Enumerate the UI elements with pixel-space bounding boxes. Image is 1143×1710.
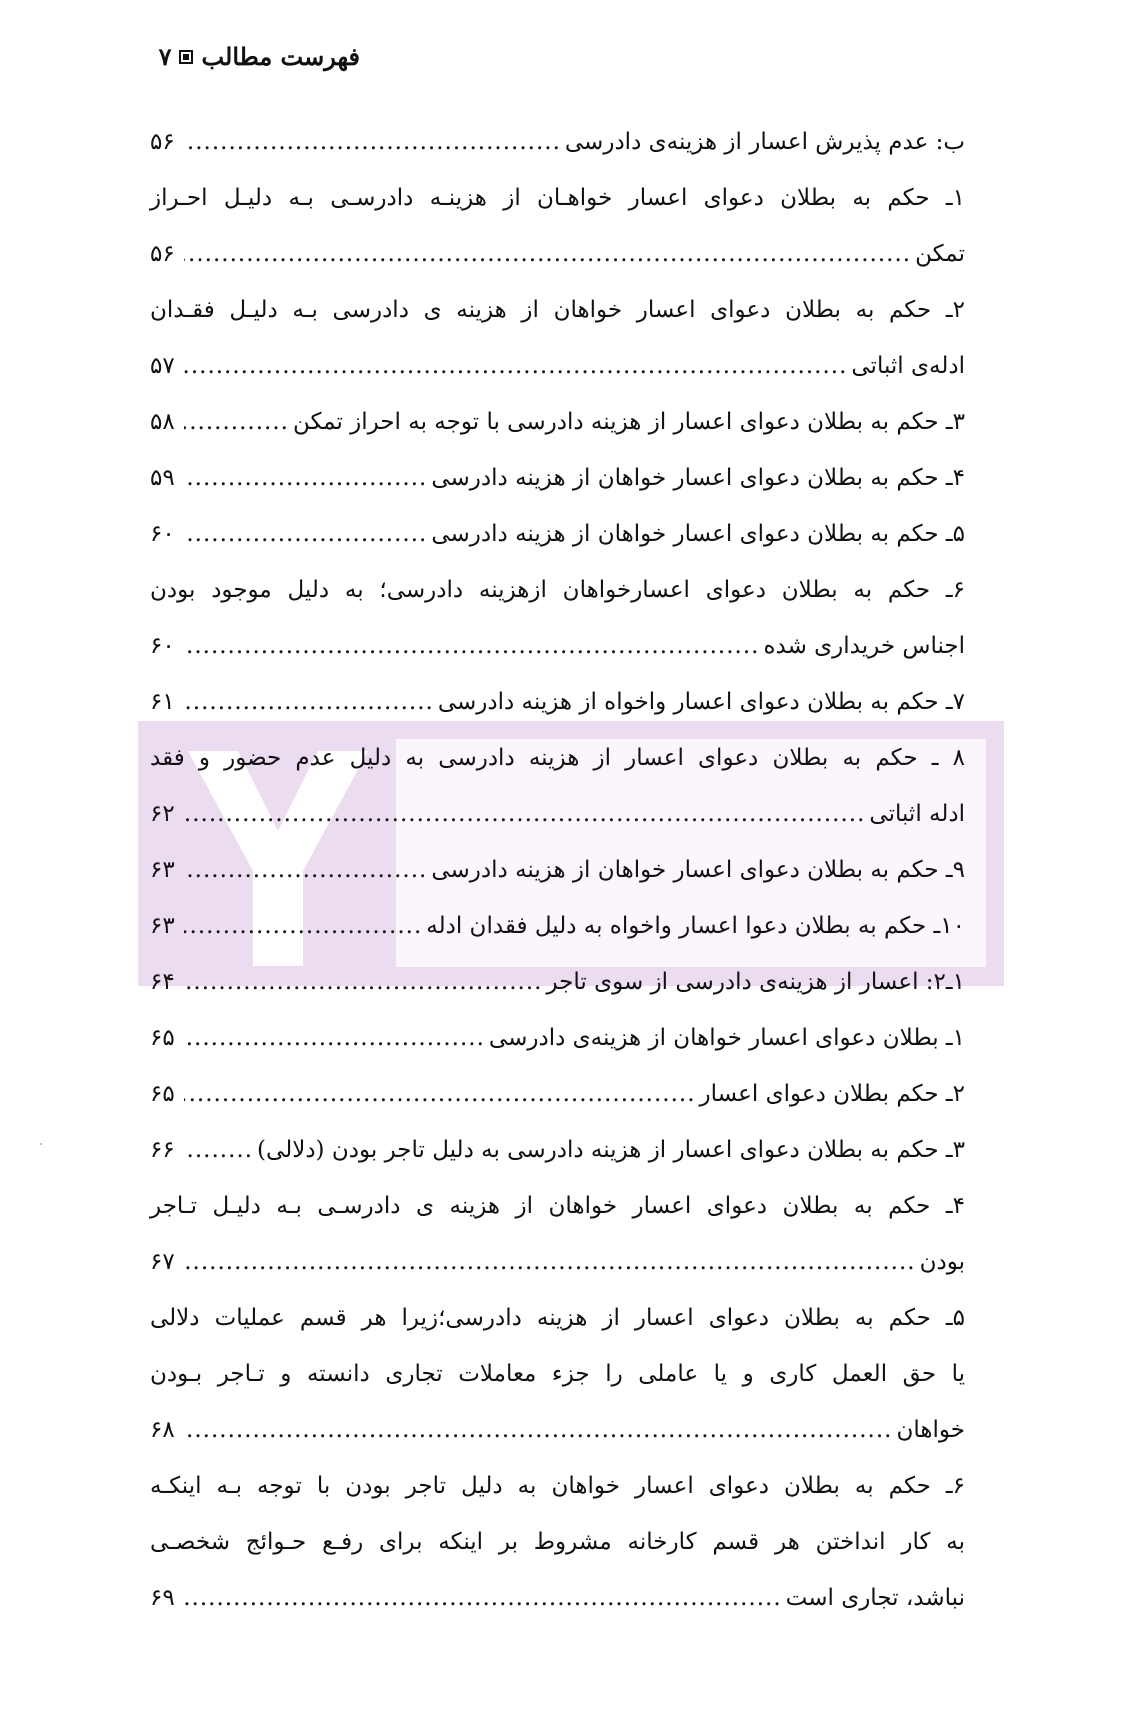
toc-line <box>150 394 965 450</box>
toc-page-number: ۶۸ <box>150 1417 175 1443</box>
toc-entry-text: بودن <box>919 1249 965 1275</box>
toc-entry[interactable] <box>150 1066 965 1122</box>
toc-entry[interactable] <box>150 1290 965 1458</box>
dot-leader <box>184 674 434 730</box>
page-header <box>150 42 360 71</box>
toc-entry-text: ۱ـ۲: اعسار از هزینه‌ی دادرسی از سوی تاجر <box>546 969 965 995</box>
dot-leader <box>184 1066 696 1122</box>
toc-line <box>150 1122 965 1178</box>
toc-entry[interactable] <box>150 1122 965 1178</box>
toc-line <box>150 282 965 338</box>
toc-entry-text: تمکن <box>915 241 965 267</box>
toc-page-number: ۵۹ <box>150 465 175 491</box>
toc-line <box>150 898 965 954</box>
toc-entry[interactable] <box>150 506 965 562</box>
toc-page-number: ۶۶ <box>150 1137 175 1163</box>
toc-entry-text: ۱ـ بطلان دعوای اعسار خواهان از هزینه‌ی دادرسی <box>488 1025 965 1051</box>
toc-entry[interactable] <box>150 450 965 506</box>
toc-line <box>150 506 965 562</box>
toc-entry[interactable] <box>150 170 965 282</box>
toc-page-number: ۵۶ <box>150 241 175 267</box>
toc-entry-text: ۲ـ حکم به بطلان دعوای اعسار خواهان از هزینه ی دادرسی بـه دلیـل فقـدان <box>150 297 965 323</box>
toc-entry[interactable] <box>150 898 965 954</box>
toc-entry-text: ۴ـ حکم به بطلان دعوای اعسار خواهان از هزینه دادرسی <box>431 465 965 491</box>
toc-entry-text: ۵ـ حکم به بطلان دعوای اعسار خواهان از هزینه دادرسی <box>431 521 965 547</box>
toc-line <box>150 618 965 674</box>
toc-page-number: ۶۰ <box>150 633 175 659</box>
toc-line <box>150 730 965 786</box>
toc-line <box>150 1066 965 1122</box>
dot-leader <box>184 338 847 394</box>
dot-leader <box>184 954 542 1010</box>
toc-entry[interactable] <box>150 562 965 674</box>
toc-line <box>150 338 965 394</box>
toc-entry-text: ۸ ـ حکم به بطلان دعوای اعسار از هزینه دادرسی به دلیل عدم حضور و فقد <box>150 745 965 771</box>
toc-page-number: ۶۴ <box>150 969 175 995</box>
toc-line <box>150 450 965 506</box>
toc-line <box>150 562 965 618</box>
toc-page-number: ۵۷ <box>150 353 175 379</box>
toc-entry-text: ۳ـ حکم به بطلان دعوای اعسار از هزینه دادرسی با توجه به احراز تمکن <box>292 409 965 435</box>
dot-leader <box>184 786 865 842</box>
toc-entry[interactable] <box>150 394 965 450</box>
toc-entry-text: ۹ـ حکم به بطلان دعوای اعسار خواهان از هزینه دادرسی <box>431 857 965 883</box>
toc-entry-text: ۱ـ حکم به بطلان دعوای اعسار خواهـان از هزینـه دادرسـی بـه دلیـل احـراز <box>150 185 965 211</box>
toc-line <box>150 226 965 282</box>
toc-line <box>150 1010 965 1066</box>
toc-page-number: ۶۳ <box>150 913 175 939</box>
toc-page-number: ۶۲ <box>150 801 175 827</box>
toc-page-number: ۶۹ <box>150 1585 175 1611</box>
toc-entry-text: ۶ـ حکم به بطلان دعوای اعسار خواهان به دلیل تاجر بودن با توجه بـه اینکـه <box>150 1473 965 1499</box>
header-title: فهرست مطالب <box>201 42 360 71</box>
dot-leader <box>184 1234 916 1290</box>
toc-entry-text: ادله‌ی اثباتی <box>851 353 965 379</box>
toc-entry[interactable] <box>150 114 965 170</box>
toc-line <box>150 1178 965 1234</box>
toc-entry-text: اجناس خریداری شده <box>763 633 965 659</box>
toc-entry-text: ۵ـ حکم به بطلان دعوای اعسار از هزینه دادرسی؛زیرا هر قسم عملیات دلالی <box>150 1305 965 1331</box>
toc-entry[interactable] <box>150 730 965 842</box>
toc-line <box>150 1458 965 1514</box>
toc-entry-text: ۱۰ـ حکم به بطلان دعوا اعسار واخواه به دلیل فقدان ادله <box>426 913 965 939</box>
toc-entry[interactable] <box>150 1010 965 1066</box>
dot-leader <box>184 1010 485 1066</box>
square-bullet-icon <box>179 50 193 64</box>
toc-line <box>150 170 965 226</box>
dot-leader <box>184 898 422 954</box>
toc-line <box>150 842 965 898</box>
toc-page-number: ۶۰ <box>150 521 175 547</box>
dot-leader <box>184 506 427 562</box>
toc-page-number: ۶۱ <box>150 689 175 715</box>
toc-entry-text: ۴ـ حکم به بطلان دعوای اعسار خواهان از هزینه ی دادرسـی بـه دلیـل تـاجر <box>150 1193 965 1219</box>
dot-leader <box>184 618 759 674</box>
dot-leader <box>184 842 427 898</box>
toc-line <box>150 786 965 842</box>
dot-leader <box>184 114 561 170</box>
table-of-contents <box>150 114 965 1626</box>
toc-line <box>150 114 965 170</box>
toc-entry-text: یا حق العمل کاری و یا عاملی را جزء معاملات تجاری دانسته و تـاجر بـودن <box>150 1361 965 1387</box>
toc-entry-text: ۶ـ حکم به بطلان دعوای اعسارخواهان ازهزینه دادرسی؛ به دلیل موجود بودن <box>150 577 965 603</box>
stray-mark <box>40 1143 42 1145</box>
dot-leader <box>184 394 289 450</box>
dot-leader <box>184 1122 253 1178</box>
toc-entry-text: ۲ـ حکم بطلان دعوای اعسار <box>699 1081 965 1107</box>
toc-line <box>150 1234 965 1290</box>
toc-entry-text: خواهان <box>896 1417 965 1443</box>
toc-entry-text: ب: عدم پذیرش اعسار از هزینه‌ی دادرسی <box>564 129 965 155</box>
dot-leader <box>184 1570 782 1626</box>
toc-page-number: ۶۵ <box>150 1081 175 1107</box>
toc-page-number: ۶۳ <box>150 857 175 883</box>
toc-entry-text: ۷ـ حکم به بطلان دعوای اعسار واخواه از هزینه دادرسی <box>437 689 965 715</box>
dot-leader <box>184 450 427 506</box>
toc-line <box>150 954 965 1010</box>
toc-line <box>150 1402 965 1458</box>
toc-entry-text: به کار انداختن هر قسم کارخانه مشروط بر اینکه برای رفـع حـوائج شخصـی <box>150 1529 965 1555</box>
toc-entry-text: ۳ـ حکم به بطلان دعوای اعسار از هزینه دادرسی به دلیل تاجر بودن (دلالی) <box>257 1137 965 1163</box>
toc-page-number: ۵۸ <box>150 409 175 435</box>
toc-line <box>150 1514 965 1570</box>
toc-line <box>150 1290 965 1346</box>
toc-page-number: ۶۵ <box>150 1025 175 1051</box>
toc-line <box>150 1346 965 1402</box>
toc-entry-text: نباشد، تجاری است <box>785 1585 965 1611</box>
toc-entry[interactable] <box>150 282 965 394</box>
toc-entry-text: ادله اثباتی <box>869 801 965 827</box>
toc-line <box>150 674 965 730</box>
toc-entry[interactable] <box>150 842 965 898</box>
toc-entry[interactable] <box>150 954 965 1010</box>
header-page-number: ۷ <box>158 42 172 71</box>
dot-leader <box>184 1402 892 1458</box>
toc-page-number: ۶۷ <box>150 1249 175 1275</box>
toc-page-number: ۵۶ <box>150 129 175 155</box>
toc-entry[interactable] <box>150 1178 965 1290</box>
toc-entry[interactable] <box>150 674 965 730</box>
toc-line <box>150 1570 965 1626</box>
toc-entry[interactable] <box>150 1458 965 1626</box>
dot-leader <box>184 226 911 282</box>
